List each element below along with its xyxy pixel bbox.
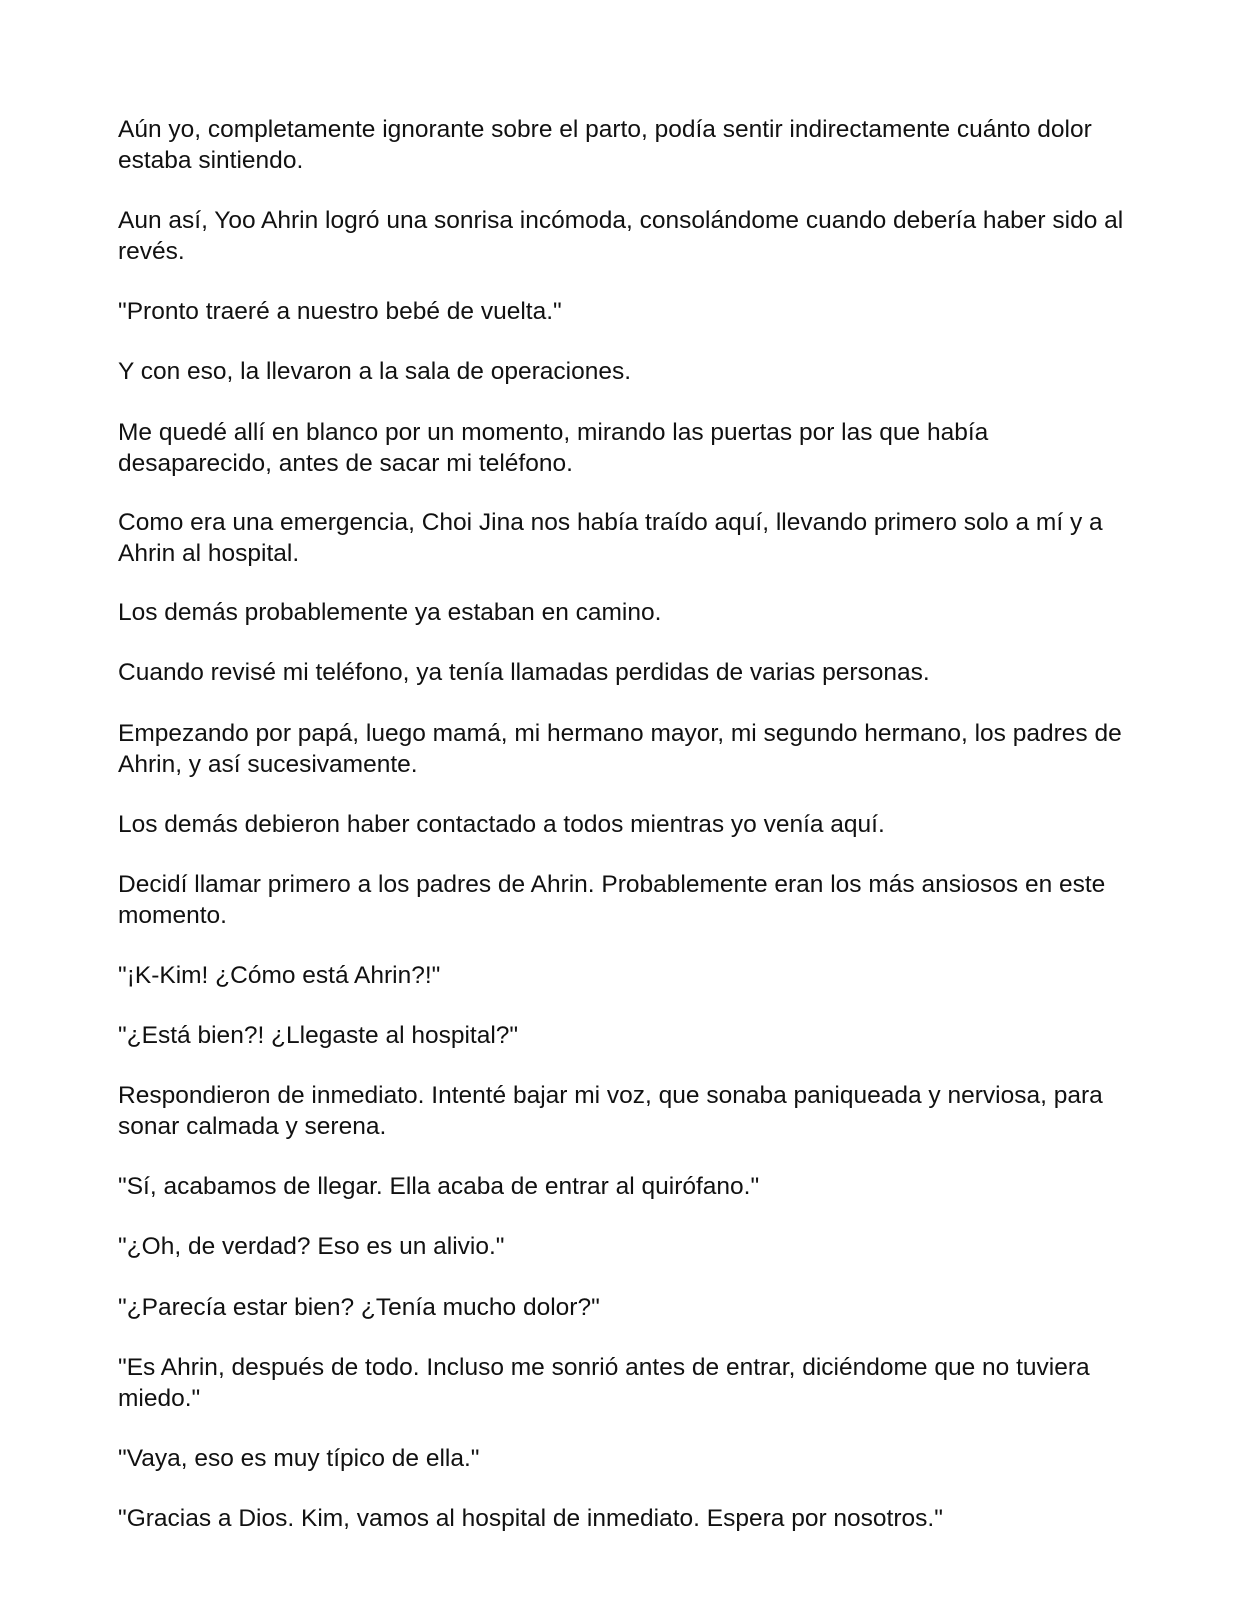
- paragraph: "Pronto traeré a nuestro bebé de vuelta.": [118, 298, 562, 325]
- paragraph: "Gracias a Dios. Kim, vamos al hospital de inmediato. Espera por nosotros.": [118, 1505, 943, 1532]
- paragraph: "Es Ahrin, después de todo. Incluso me sonrió antes de entrar, diciéndome que no tuviera miedo.": [118, 1354, 1090, 1412]
- paragraph: Aún yo, completamente ignorante sobre el parto, podía sentir indirectamente cuánto dolor estaba sintiendo.: [118, 116, 1092, 174]
- paragraph: Como era una emergencia, Choi Jina nos había traído aquí, llevando primero solo a mí y a Ahrin al hospital.: [118, 509, 1103, 567]
- paragraph: Respondieron de inmediato. Intenté bajar mi voz, que sonaba paniqueada y nerviosa, para sonar calmada y serena.: [118, 1082, 1103, 1140]
- paragraph: "Vaya, eso es muy típico de ella.": [118, 1445, 480, 1472]
- paragraph: "¿Está bien?! ¿Llegaste al hospital?": [118, 1022, 519, 1049]
- paragraph: Y con eso, la llevaron a la sala de operaciones.: [118, 358, 632, 385]
- paragraph: Cuando revisé mi teléfono, ya tenía llamadas perdidas de varias personas.: [118, 659, 930, 686]
- paragraph: Decidí llamar primero a los padres de Ahrin. Probablemente eran los más ansiosos en este momento.: [118, 871, 1106, 929]
- paragraph: Empezando por papá, luego mamá, mi hermano mayor, mi segundo hermano, los padres de Ahrin, y así sucesivamente.: [118, 720, 1122, 778]
- paragraph: "¡K-Kim! ¿Cómo está Ahrin?!": [118, 962, 441, 989]
- paragraph: Aun así, Yoo Ahrin logró una sonrisa incómoda, consolándome cuando debería haber sido al revés.: [118, 207, 1124, 265]
- paragraph: Los demás probablemente ya estaban en camino.: [118, 599, 662, 626]
- paragraph: "Sí, acabamos de llegar. Ella acaba de entrar al quirófano.": [118, 1173, 760, 1200]
- paragraph: Los demás debieron haber contactado a todos mientras yo venía aquí.: [118, 811, 885, 838]
- paragraph: "¿Parecía estar bien? ¿Tenía mucho dolor?": [118, 1294, 600, 1321]
- paragraph: "¿Oh, de verdad? Eso es un alivio.": [118, 1233, 505, 1260]
- paragraph: Me quedé allí en blanco por un momento, mirando las puertas por las que había desaparecido, antes de sacar mi teléfono.: [118, 419, 989, 477]
